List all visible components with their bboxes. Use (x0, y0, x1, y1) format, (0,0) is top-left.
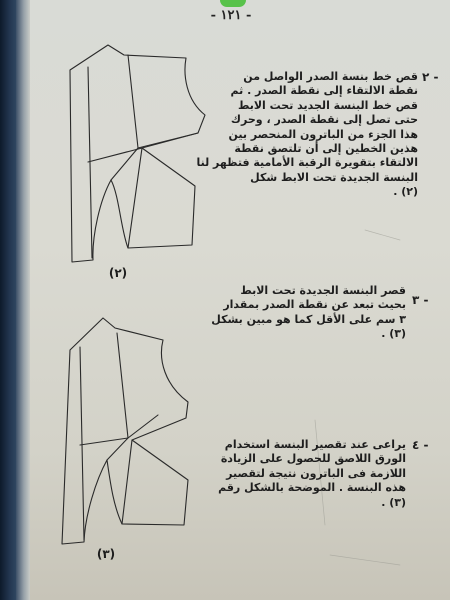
paragraph-4-line: (٣) . (381, 495, 406, 509)
paragraph-4-number: ٤ - (412, 438, 429, 452)
paragraph-2-line: هذا الجزء من الباترون المنحصر بين (228, 127, 418, 141)
paragraph-2-line: الالتقاء بتقويرة الرقبة الأمامية فتظهر لنا (196, 156, 418, 170)
paragraph-2-number: ٢ - (422, 70, 439, 84)
page-number: - ١٢١ - (210, 8, 252, 23)
paragraph-2-line: حتى تصل إلى نقطة الصدر ، وحرك (230, 113, 418, 127)
paragraph-2-line: البنسة الجديدة تحت الابط شكل (250, 170, 418, 184)
figure-2-bodice-pattern (70, 45, 205, 262)
paragraph-2-line: هذين الخطين إلى أن تلتصق نقطة (234, 142, 418, 156)
paragraph-3-number: ٣ - (412, 293, 429, 307)
paragraph-3-line: ٣ سم على الأقل كما هو مبين بشكل (211, 312, 406, 326)
paragraph-2-line: قص خط بنسة الصدر الواصل من (243, 70, 418, 83)
figure-2-caption: (٢) (108, 266, 128, 280)
paragraph-2-line: نقطة الالتقاء إلى نقطة الصدر . ثم (230, 84, 418, 98)
paragraph-3-line: قصر البنسة الجديدة تحت الابط (240, 284, 406, 297)
paragraph-2-line: (٢) . (393, 185, 418, 199)
paragraph-3-line: (٣) . (381, 327, 406, 341)
paragraph-2-line: قص خط البنسة الجديد تحت الابط (237, 98, 418, 112)
paragraph-3 (206, 284, 406, 342)
paragraph-4-line: الورق اللاصق للحصول على الزيادة (220, 452, 406, 466)
paragraph-3-line: بحيث تبعد عن نقطة الصدر بمقدار (223, 298, 406, 312)
paragraph-4-line: اللازمة فى الباترون نتيجة لتقصير (226, 466, 406, 480)
paragraph-4 (206, 438, 406, 510)
paragraph-4-line: يراعى عند تقصير البنسة استخدام (224, 438, 406, 451)
figure-3-bodice-pattern (62, 318, 188, 544)
paragraph-4-line: هذه البنسة . الموضحة بالشكل رقم (218, 481, 406, 495)
paragraph-2 (196, 70, 418, 200)
figure-3-caption: (٣) (96, 547, 116, 561)
